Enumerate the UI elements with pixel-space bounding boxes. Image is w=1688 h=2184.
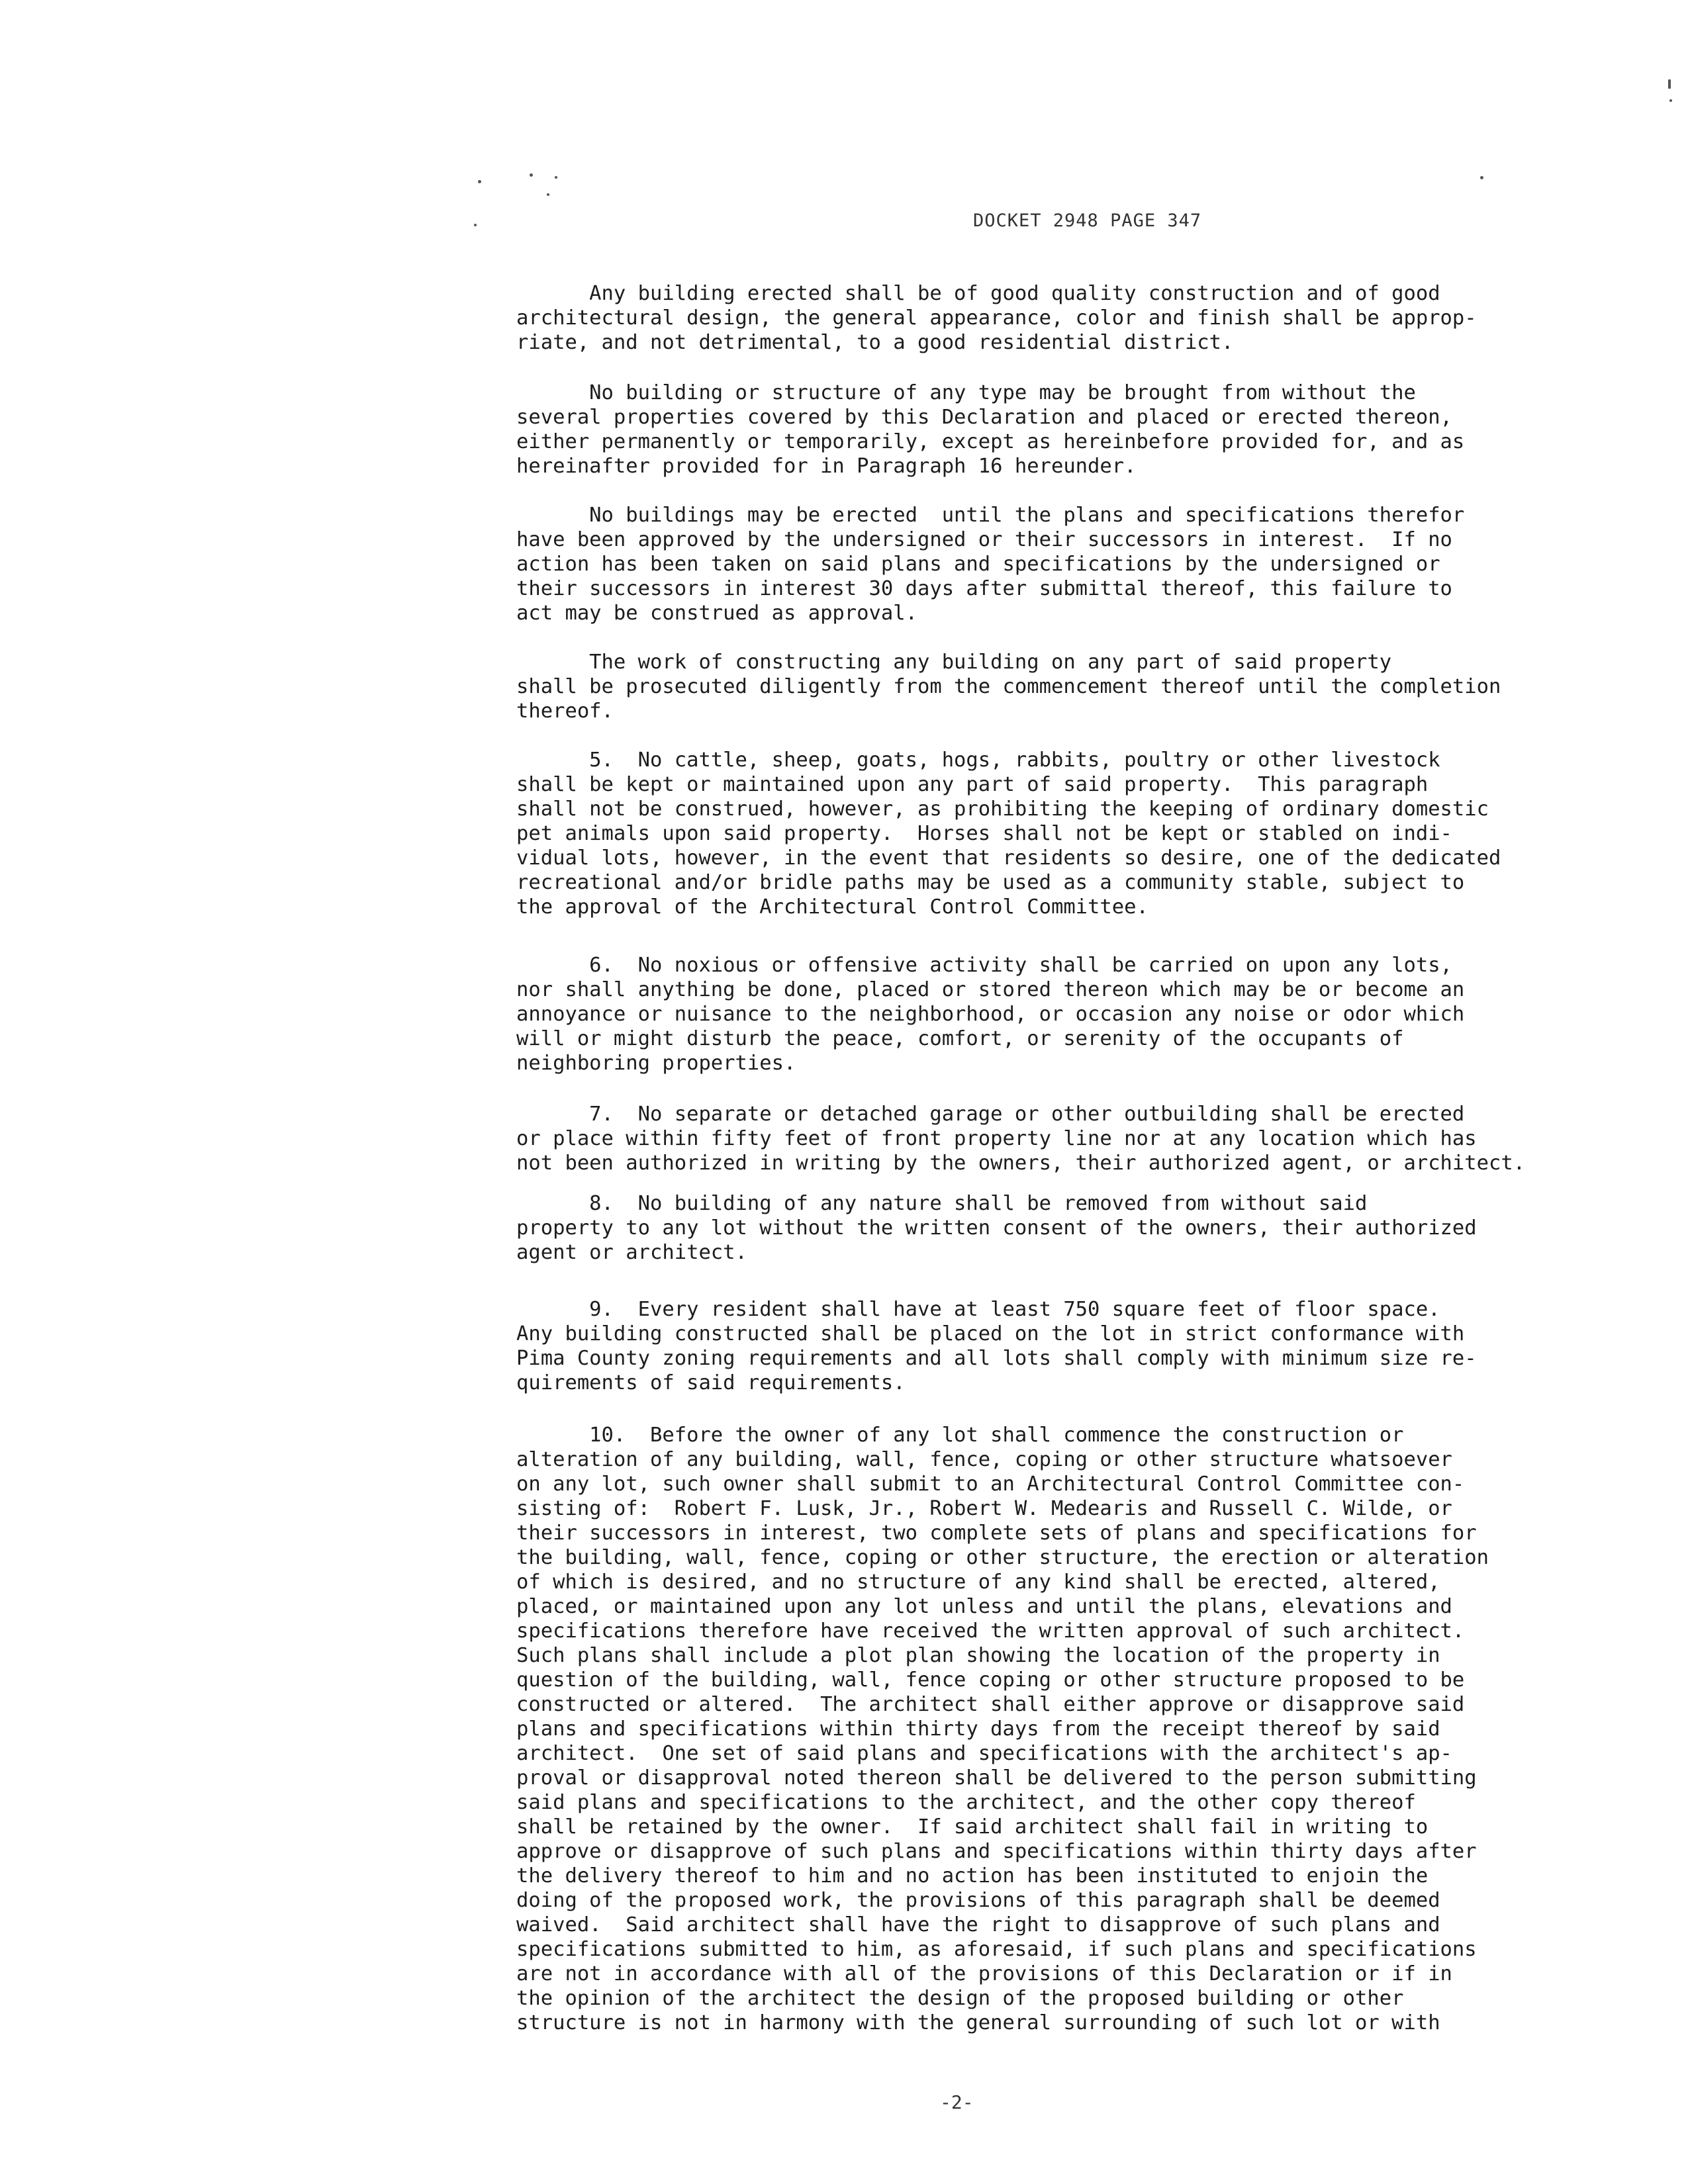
text-line: or place within fifty feet of front property line nor at any location which has bbox=[516, 1127, 1477, 1150]
page-number: -2- bbox=[940, 2091, 974, 2113]
text-line: are not in accordance with all of the provisions of this Declaration or if in bbox=[516, 1962, 1452, 1985]
text-line: either permanently or temporarily, except as hereinbefore provided for, and as bbox=[516, 430, 1465, 453]
text-line: will or might disturb the peace, comfort, or serenity of the occupants of bbox=[516, 1027, 1404, 1050]
text-line: nor shall anything be done, placed or stored thereon which may be or become an bbox=[516, 978, 1465, 1001]
paragraph bbox=[516, 1423, 1549, 2035]
paragraph bbox=[516, 503, 1549, 625]
paragraph bbox=[516, 953, 1549, 1075]
text-line: their successors in interest 30 days after submittal thereof, this failure to bbox=[516, 577, 1452, 600]
scan-speck bbox=[530, 173, 533, 177]
text-line: recreational and/or bridle paths may be used as a community stable, subject to bbox=[516, 871, 1465, 894]
text-line: vidual lots, however, in the event that residents so desire, one of the dedicated bbox=[516, 846, 1501, 870]
text-line: annoyance or nuisance to the neighborhood, or occasion any noise or odor which bbox=[516, 1003, 1465, 1026]
text-line: structure is not in harmony with the general surrounding of such lot or with bbox=[516, 2011, 1440, 2034]
text-line: The work of constructing any building on any part of said property bbox=[516, 651, 1392, 674]
text-line: act may be construed as approval. bbox=[516, 602, 917, 625]
text-line: doing of the proposed work, the provisions of this paragraph shall be deemed bbox=[516, 1889, 1440, 1912]
text-line: specifications submitted to him, as aforesaid, if such plans and specifications bbox=[516, 1938, 1477, 1961]
text-line: said plans and specifications to the architect, and the other copy thereof bbox=[516, 1791, 1416, 1814]
text-line: 5. No cattle, sheep, goats, hogs, rabbits, poultry or other livestock bbox=[516, 749, 1440, 772]
text-line: proval or disapproval noted thereon shall be delivered to the person submitting bbox=[516, 1766, 1477, 1790]
text-line: No building or structure of any type may be brought from without the bbox=[516, 381, 1416, 404]
text-line: specifications therefore have received the written approval of such architect. bbox=[516, 1619, 1465, 1643]
text-line: approve or disapprove of such plans and specifications within thirty days after bbox=[516, 1840, 1477, 1863]
scan-speck bbox=[1668, 79, 1671, 89]
text-line: property to any lot without the written consent of the owners, their authorized bbox=[516, 1216, 1477, 1240]
paragraph bbox=[516, 1102, 1549, 1175]
text-line: Any building erected shall be of good quality construction and of good bbox=[516, 282, 1440, 305]
paragraph bbox=[516, 1297, 1549, 1395]
text-line: of which is desired, and no structure of any kind shall be erected, altered, bbox=[516, 1570, 1440, 1594]
text-line: question of the building, wall, fence coping or other structure proposed to be bbox=[516, 1668, 1465, 1692]
text-line: the delivery thereof to him and no action has been instituted to enjoin the bbox=[516, 1864, 1429, 1888]
text-line: architectural design, the general appearance, color and finish shall be approp- bbox=[516, 306, 1477, 330]
text-line: the opinion of the architect the design of the proposed building or other bbox=[516, 1987, 1404, 2010]
text-line: alteration of any building, wall, fence, coping or other structure whatsoever bbox=[516, 1448, 1452, 1471]
paragraph bbox=[516, 650, 1549, 723]
text-line: their successors in interest, two complete sets of plans and specifications for bbox=[516, 1522, 1477, 1545]
paragraph bbox=[516, 281, 1549, 355]
text-line: shall be kept or maintained upon any part of said property. This paragraph bbox=[516, 773, 1429, 796]
text-line: Any building constructed shall be placed on the lot in strict conformance with bbox=[516, 1322, 1465, 1345]
text-line: the approval of the Architectural Control Committee. bbox=[516, 895, 1149, 919]
text-line: hereinafter provided for in Paragraph 16 hereunder. bbox=[516, 455, 1137, 478]
text-line: thereof. bbox=[516, 700, 614, 723]
text-line: 6. No noxious or offensive activity shall be carried on upon any lots, bbox=[516, 954, 1452, 977]
text-line: architect. One set of said plans and specifications with the architect's ap- bbox=[516, 1742, 1452, 1765]
text-line: Such plans shall include a plot plan showing the location of the property in bbox=[516, 1644, 1440, 1667]
text-line: constructed or altered. The architect shall either approve or disapprove said bbox=[516, 1693, 1465, 1716]
paragraph bbox=[516, 1191, 1549, 1265]
text-line: not been authorized in writing by the owners, their authorized agent, or architect. bbox=[516, 1152, 1526, 1175]
scan-speck bbox=[1480, 176, 1483, 179]
text-line: action has been taken on said plans and specifications by the undersigned or bbox=[516, 553, 1440, 576]
text-line: No buildings may be erected until the plans and specifications therefor bbox=[516, 504, 1465, 527]
paragraph bbox=[516, 381, 1549, 478]
text-line: 9. Every resident shall have at least 750 square feet of floor space. bbox=[516, 1298, 1440, 1321]
text-line: placed, or maintained upon any lot unless and until the plans, elevations and bbox=[516, 1595, 1452, 1618]
text-line: plans and specifications within thirty days from the receipt thereof by said bbox=[516, 1717, 1440, 1741]
text-line: 8. No building of any nature shall be removed from without said bbox=[516, 1192, 1368, 1215]
text-line: sisting of: Robert F. Lusk, Jr., Robert W. Medearis and Russell C. Wilde, or bbox=[516, 1497, 1452, 1520]
scan-speck bbox=[555, 176, 557, 179]
text-line: 10. Before the owner of any lot shall commence the construction or bbox=[516, 1424, 1404, 1447]
text-line: riate, and not detrimental, to a good residential district. bbox=[516, 331, 1234, 354]
text-line: on any lot, such owner shall submit to an Architectural Control Committee con- bbox=[516, 1473, 1465, 1496]
text-line: quirements of said requirements. bbox=[516, 1371, 906, 1394]
text-line: pet animals upon said property. Horses shall not be kept or stabled on indi- bbox=[516, 822, 1452, 845]
text-line: agent or architect. bbox=[516, 1241, 747, 1264]
scan-speck bbox=[547, 193, 549, 196]
scan-speck bbox=[1669, 99, 1672, 102]
text-line: neighboring properties. bbox=[516, 1052, 796, 1075]
text-line: several properties covered by this Declaration and placed or erected thereon, bbox=[516, 406, 1452, 429]
text-line: have been approved by the undersigned or their successors in interest. If no bbox=[516, 528, 1452, 551]
text-line: the building, wall, fence, coping or other structure, the erection or alteration bbox=[516, 1546, 1489, 1569]
docket-header: DOCKET 2948 PAGE 347 bbox=[973, 210, 1202, 231]
text-line: shall be retained by the owner. If said architect shall fail in writing to bbox=[516, 1815, 1429, 1839]
scan-speck bbox=[474, 224, 477, 226]
text-line: 7. No separate or detached garage or other outbuilding shall be erected bbox=[516, 1103, 1465, 1126]
text-line: shall not be construed, however, as prohibiting the keeping of ordinary domestic bbox=[516, 797, 1489, 821]
scan-speck bbox=[478, 180, 481, 183]
text-line: shall be prosecuted diligently from the commencement thereof until the completion bbox=[516, 675, 1501, 698]
text-line: Pima County zoning requirements and all lots shall comply with minimum size re- bbox=[516, 1347, 1477, 1370]
text-line: waived. Said architect shall have the right to disapprove of such plans and bbox=[516, 1913, 1440, 1936]
paragraph bbox=[516, 748, 1549, 919]
